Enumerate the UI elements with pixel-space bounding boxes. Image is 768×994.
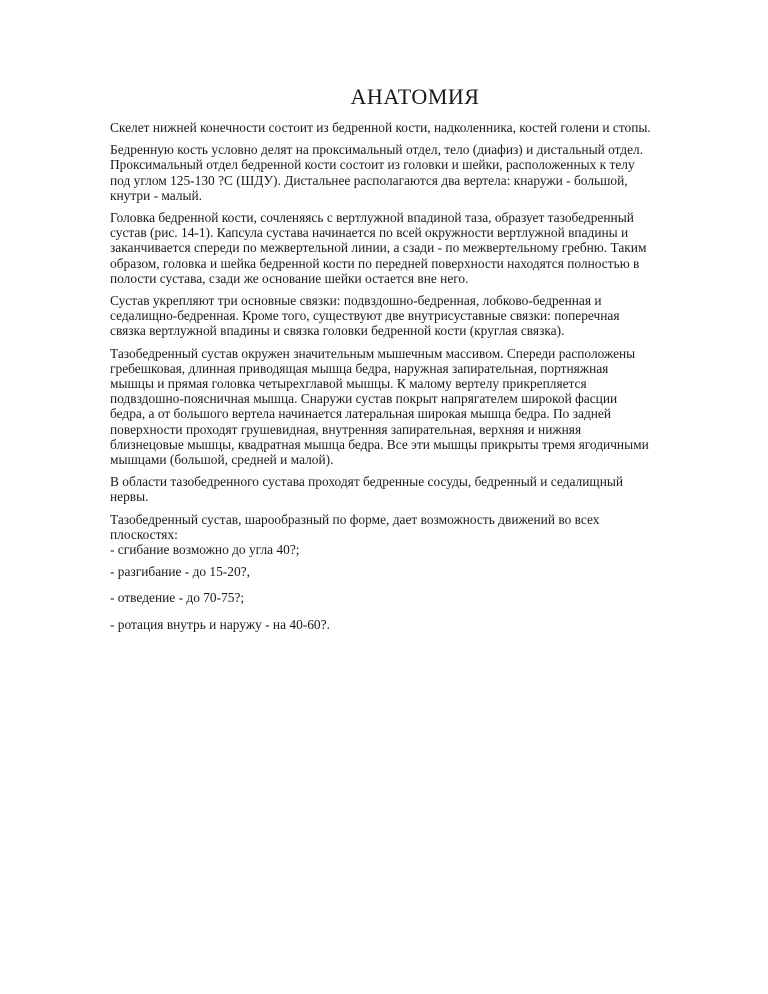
text-line: близнецовые мышцы, квадратная мышца бедра. Все эти мышцы прикрыты тремя ягодичными — [110, 436, 649, 452]
text-line: связка вертлужной впадины и связка головки бедренной кости (круглая связка). — [110, 323, 565, 339]
list-item: - разгибание - до 15-20?, — [110, 564, 250, 580]
body-text — [110, 120, 720, 557]
paragraph — [110, 474, 720, 504]
text-line: мышцы и прямая головка четырехглавой мышцы. К малому вертелу прикрепляется — [110, 376, 587, 392]
paragraph — [110, 142, 720, 203]
text-line: Скелет нижней конечности состоит из бедренной кости, надколенника, костей голени и стопы. — [110, 120, 651, 135]
text-line: Бедренную кость условно делят на проксимальный отдел, тело (диафиз) и дистальный отдел. — [110, 142, 644, 158]
text-line: подвздошно-поясничная мышца. Снаружи сустав покрыт напрягателем широкой фасции — [110, 391, 618, 407]
text-line: Тазобедренный сустав окружен значительным мышечным массивом. Спереди расположены — [110, 345, 636, 361]
text-line: сустав (рис. 14-1). Капсула сустава начинается по всей окружности вертлужной впадины и — [110, 225, 629, 241]
text-line: полости сустава, сзади же основание шейки остается вне него. — [110, 270, 469, 286]
text-line: мышцами (большой, средней и малой). — [110, 452, 334, 468]
text-line: плоскостях: — [110, 526, 178, 542]
document-page — [110, 84, 720, 643]
text-line: Проксимальный отдел бедренной кости состоит из головки и шейки, расположенных к телу — [110, 157, 635, 173]
text-line: Сустав укрепляют три основные связки: подвздошно-бедренная, лобково-бедренная и — [110, 293, 602, 309]
list-item: - отведение - до 70-75?; — [110, 590, 245, 606]
page-title: АНАТОМИЯ — [350, 84, 480, 109]
paragraph — [110, 512, 720, 558]
text-line: Головка бедренной кости, сочленяясь с вертлужной впадиной таза, образует тазобедренный — [110, 210, 634, 226]
list-item: - ротация внутрь и наружу - на 40-60?. — [110, 616, 330, 632]
text-line: седалищно-бедренная. Кроме того, существуют две внутрисуставные связки: поперечная — [110, 308, 620, 324]
paragraph — [110, 346, 720, 468]
text-line: - сгибание возможно до угла 40?; — [110, 542, 300, 558]
paragraph — [110, 293, 720, 339]
text-line: под углом 125-130 ?С (ШДУ). Дистальнее располагаются два вертела: кнаружи - большой, — [110, 172, 628, 188]
text-line: гребешковая, длинная приводящая мышца бедра, наружная запирательная, портняжная — [110, 360, 609, 376]
paragraph — [110, 120, 720, 135]
text-line: нервы. — [110, 489, 149, 505]
movement-list — [110, 564, 720, 632]
text-line: Тазобедренный сустав, шарообразный по форме, дает возможность движений во всех — [110, 511, 600, 527]
text-line: кнутри - малый. — [110, 187, 203, 203]
text-line: заканчивается спереди по межвертельной линии, а сзади - по межвертельному гребню. Таким — [110, 240, 647, 256]
text-line: образом, головка и шейка бедренной кости по передней поверхности находятся полностью в — [110, 255, 640, 271]
text-line: бедра, а от большого вертела начинается латеральная широкая мышца бедра. По задней — [110, 406, 612, 422]
text-line: В области тазобедренного сустава проходят бедренные сосуды, бедренный и седалищный — [110, 474, 624, 490]
text-line: поверхности проходят грушевидная, внутренняя запирательная, верхняя и нижняя — [110, 421, 582, 437]
paragraph — [110, 210, 720, 286]
